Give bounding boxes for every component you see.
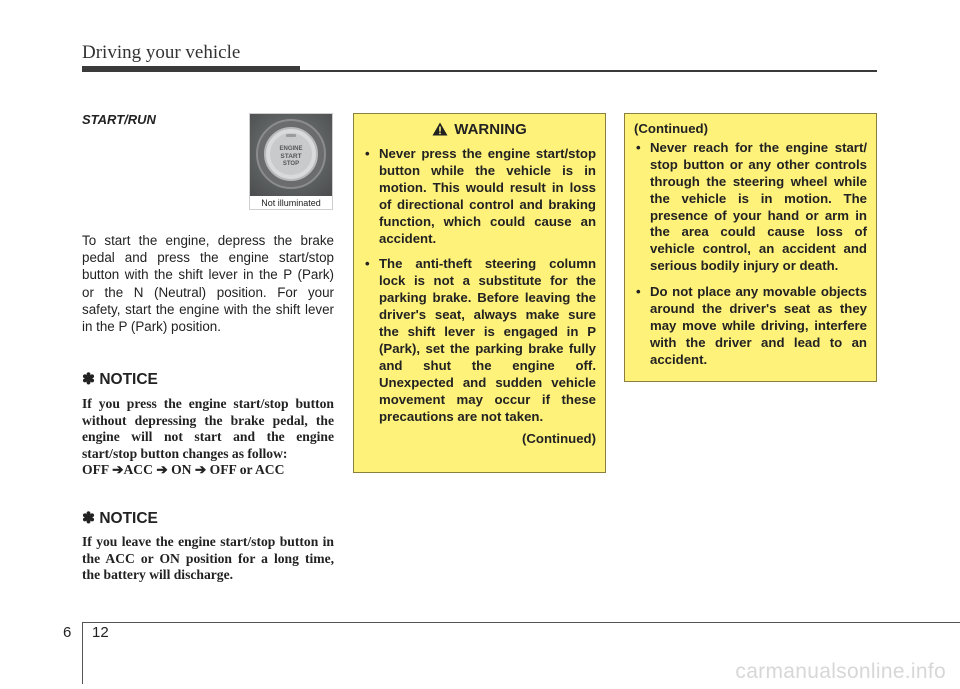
notice-body-1 — [82, 396, 334, 479]
warning-heading-label: WARNING — [454, 121, 527, 138]
notice-heading-2 — [82, 509, 158, 528]
header-rule-thin — [300, 70, 877, 72]
start-instructions-paragraph: To start the engine, depress the brake pedal and press the engine start/stop button with the shift lever in the P (Park) or the N (Neutral) position. For your safety, start the engine with the shift lever in the P (Park) position. — [82, 233, 334, 335]
page-header-title: Driving your vehicle — [82, 42, 241, 63]
photo-background — [250, 114, 332, 196]
notice-body-2: If you leave the engine start/stop button in the ACC or ON position for a long time, the battery will discharge. — [82, 534, 334, 583]
notice-heading-label: NOTICE — [99, 510, 158, 527]
button-label-stop: STOP — [282, 161, 300, 167]
warning-continued-label: (Continued) — [522, 430, 596, 446]
warning-list — [363, 146, 596, 426]
notice-sequence: OFF ➔ACC ➔ ON ➔ OFF or ACC — [82, 462, 285, 478]
footer-vertical-rule — [82, 622, 83, 684]
continued-warning-box — [624, 113, 877, 382]
continued-item: • Do not place any movable objects around the driver's seat as they may move while driving, interfere with the driver and lead to an accident. — [634, 284, 867, 369]
header-rule-thick — [82, 66, 300, 72]
section-title: START/RUN — [82, 112, 156, 127]
engine-button-photo — [249, 113, 333, 210]
notice-heading-label: NOTICE — [99, 371, 158, 388]
warning-heading — [363, 122, 596, 146]
warning-item: • The anti-theft steering column lock is not a substitute for the parking brake. Before leaving the driver's seat, always make sure the shift lever is engaged in P (Park), set the parking brake fully and shut the engine off. Unexpected and sudden vehicle movement may occur if these precautions are not taken. — [363, 256, 596, 425]
notice-text-1: If you press the engine start/stop button without depressing the brake pedal, the engine will not start and the engine start/stop button changes as follow: — [82, 396, 334, 461]
watermark: carmanualsonline.info — [735, 660, 946, 683]
engine-start-stop-button-icon — [250, 114, 332, 196]
continued-item: • Never reach for the engine start/ stop button or any other controls through the steering wheel while the vehicle is in motion. The presence of your hand or arm in the area could cause loss of vehicle control, an accident and serious bodily injury or death. — [634, 140, 867, 275]
continued-heading: (Continued) — [634, 121, 708, 136]
continued-list — [634, 140, 867, 369]
warning-box — [353, 113, 606, 473]
button-label-start: START — [280, 153, 302, 160]
warning-triangle-icon — [432, 122, 448, 136]
warning-item: • Never press the engine start/stop button while the vehicle is in motion. This would result in loss of directional control and braking function, which could cause an accident. — [363, 146, 596, 247]
notice-asterisk-icon: ✽ — [82, 510, 95, 527]
notice-heading-1 — [82, 370, 158, 389]
notice-asterisk-icon: ✽ — [82, 371, 95, 388]
button-label-engine: ENGINE — [279, 146, 303, 152]
chapter-number: 6 — [63, 624, 72, 641]
footer-horizontal-rule — [82, 622, 960, 623]
photo-caption: Not illuminated — [261, 198, 321, 208]
page-number: 12 — [92, 624, 109, 641]
